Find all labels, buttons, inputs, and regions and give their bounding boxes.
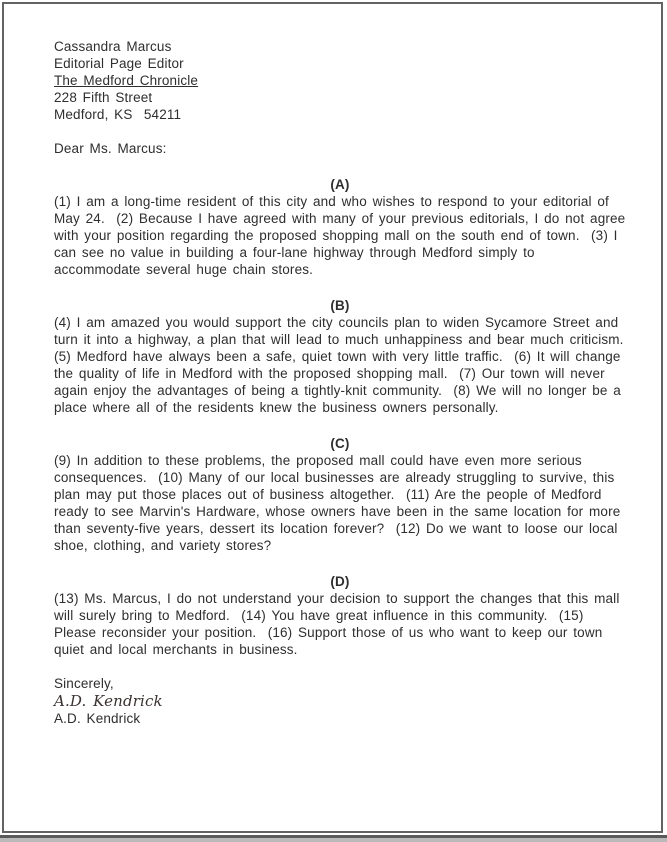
recipient-title: Editorial Page Editor (54, 56, 184, 71)
signature-script: A.D. Kendrick (54, 692, 163, 710)
section-b (54, 297, 635, 416)
section-d (54, 573, 626, 658)
closing: Sincerely, (54, 676, 114, 691)
section-d-paragraph: (13) Ms. Marcus, I do not understand your decision to support the changes that this mall will surely bring to Medford. (14) You have great influence in this community. (15) Please reconsider your position. (16) Support those of us who want to keep our town quiet and local merchants in business. (54, 591, 626, 657)
page-bottom-shadow (0, 833, 667, 842)
letter-content (54, 38, 635, 727)
section-a (54, 176, 632, 278)
section-d-label: (D) (330, 574, 350, 589)
salutation: Dear Ms. Marcus: (54, 141, 167, 156)
recipient-block (54, 38, 626, 123)
section-c (54, 435, 626, 554)
recipient-name: Cassandra Marcus (54, 39, 172, 54)
recipient-city-state-zip: Medford, KS 54211 (54, 107, 182, 122)
signature-typed: A.D. Kendrick (54, 711, 141, 726)
recipient-street-address: 228 Fifth Street (54, 90, 153, 105)
letter-page (2, 2, 663, 833)
section-c-paragraph: (9) In addition to these problems, the proposed mall could have even more serious consequences. (10) Many of our local businesses are already struggling to survive, this plan may put those places out of business altogether. (11) Are the people of Medford ready to see Marvin's Hardware, whose owners have been in the same location for more than seventy-five years, dessert its location forever? (12) Do we want to loose our local shoe, clothing, and variety stores? (54, 453, 627, 553)
section-b-paragraph: (4) I am amazed you would support the city councils plan to widen Sycamore Street and turn it into a highway, a plan that will lead to much unhappiness and bear much criticism. (5) Medford have always been a safe, quiet town with very little traffic. (6) It will change the quality of life in Medford with the proposed shopping mall. (7) Our town will never again enjoy the advantages of being a tightly-knit community. (8) We will no longer be a place where all of the residents knew the business owners personally. (54, 315, 635, 415)
section-c-label: (C) (330, 436, 350, 451)
section-b-label: (B) (330, 298, 350, 313)
section-a-label: (A) (330, 177, 350, 192)
recipient-publication: The Medford Chronicle (54, 73, 199, 88)
section-a-paragraph: (1) I am a long-time resident of this city and who wishes to respond to your editorial of May 24. (2) Because I have agreed with many of your previous editorials, I do not agree with your position regarding the proposed shopping mall on the south end of town. (3) I can see no value in building a four-lane highway through Medford simply to accommodate several huge chain stores. (54, 194, 632, 277)
